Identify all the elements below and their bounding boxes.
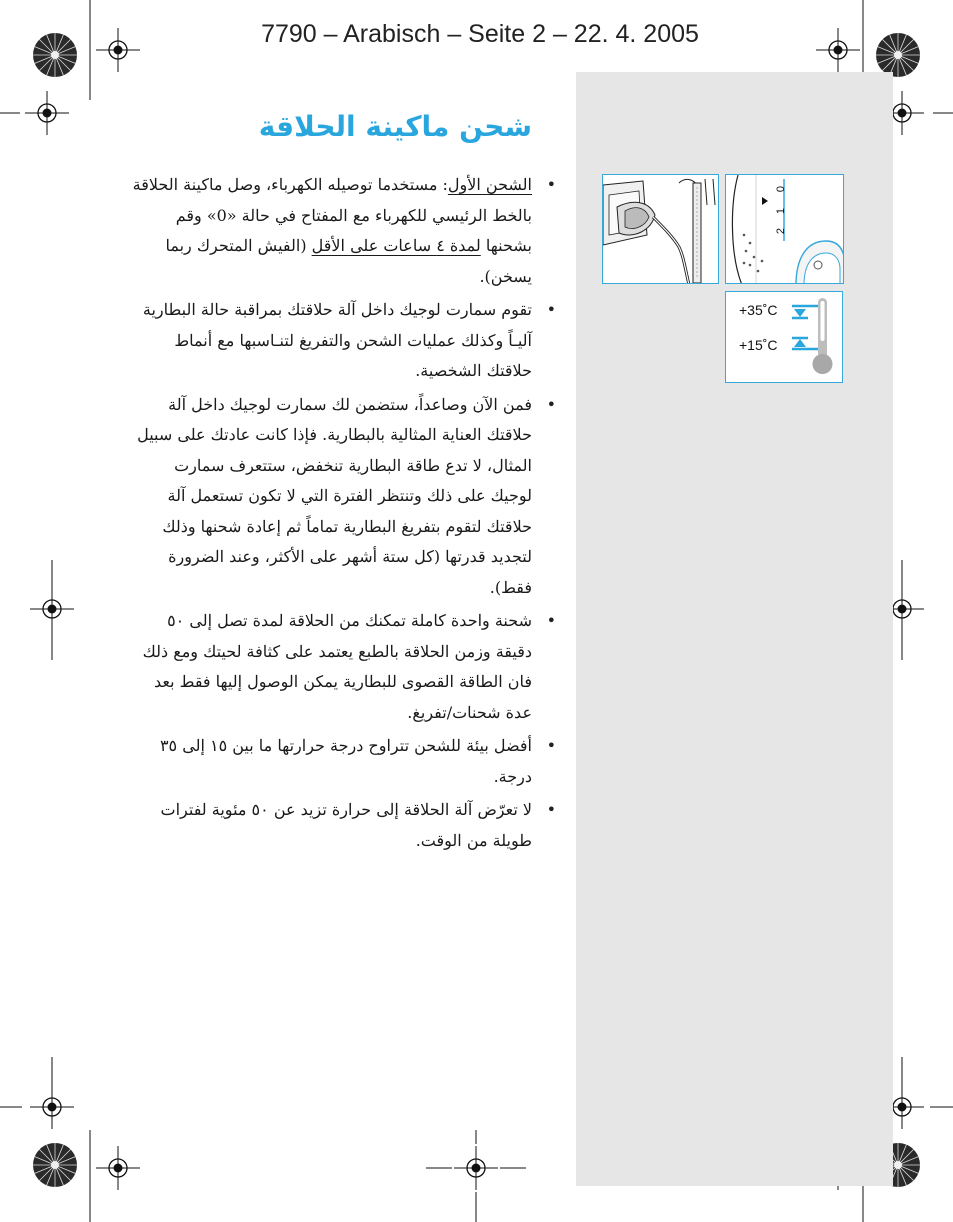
switch-scale-1: 1: [775, 207, 788, 215]
switch-scale-0: 0: [775, 185, 788, 193]
first-charge-text: : مستخدما توصيله الكهرباء، وصل ماكينة الحلاقة بالخط الرئيسي للكهرباء مع المفتاح في حالة «0» وقم بشحنها: [132, 175, 532, 255]
registration-star-icon: [876, 33, 920, 77]
registration-target-icon: [25, 91, 69, 135]
temperature-range-illustration: [725, 291, 843, 383]
registration-star-icon: [33, 1143, 77, 1187]
registration-target-icon: [454, 1146, 498, 1190]
power-plug-icon: [603, 175, 719, 284]
charge-socket-icon: [814, 261, 822, 269]
plug-socket-illustration: [602, 174, 719, 284]
switch-pointer-icon: [762, 197, 768, 205]
first-charge-heading: الشحن الأول: [447, 175, 532, 194]
list-item: [128, 170, 532, 292]
thermometer-icon: [726, 292, 843, 383]
charge-duration: لمدة ٤ ساعات على الأقل: [311, 236, 481, 255]
list-item: • فمن الآن وصاعداً، ستضمن لك سمارت لوجيك داخل آلة حلاقتك العناية المثالية بالبطارية. فإذا كانت عادتك على سبيل المثال، لا تدع طاقة البطارية تنخفض، ستتعرف سمارت لوجيك على ذلك وتنتظر الفترة التي لا تكون تستعمل آلة حلاقتك لتقوم بتفريغ البطارية تماماً ثم إعادة شحنها وذلك لتجديد قدرتها (كل ستة أشهر على الأكثر، وعند الضرورة فقط).: [128, 390, 532, 604]
max-temperature-label: +35˚C: [739, 302, 778, 318]
switch-position-illustration: [725, 174, 844, 284]
instruction-list: [128, 170, 532, 859]
first-charge-note: (الفيش المتحرك ربما يسخن).: [165, 236, 532, 286]
switch-scale-2: 2: [775, 227, 788, 235]
section-title: شحن ماكينة الحلاقة: [258, 110, 532, 143]
registration-target-icon: [96, 28, 140, 72]
list-item: • تقوم سمارت لوجيك داخل آلة حلاقتك بمراقبة حالة البطارية آليـاً وكذلك عمليات الشحن والتفريغ لتنـاسبها مع أنماط حلاقتك الشخصية.: [128, 295, 532, 387]
registration-target-icon: [30, 1085, 74, 1129]
min-temperature-label: +15˚C: [739, 337, 778, 353]
registration-target-icon: [96, 1146, 140, 1190]
registration-target-icon: [816, 28, 860, 72]
list-item: • لا تعرّض آلة الحلاقة إلى حرارة تزيد عن ٥٠ مئوية لفترات طويلة من الوقت.: [128, 795, 532, 856]
list-item: • شحنة واحدة كاملة تمكنك من الحلاقة لمدة تصل إلى ٥٠ دقيقة وزمن الحلاقة بالطبع يعتمد على كثافة لحيتك ومع ذلك فان الطاقة القصوى للبطارية يمكن الوصول إليها فقط بعد عدة شحنات/تفريغ.: [128, 606, 532, 728]
print-slug-header: 7790 – Arabisch – Seite 2 – 22. 4. 2005: [261, 20, 699, 48]
registration-star-icon: [33, 33, 77, 77]
list-item: • أفضل بيئة للشحن تتراوح درجة حرارتها ما بين ١٥ إلى ٣٥ درجة.: [128, 731, 532, 792]
